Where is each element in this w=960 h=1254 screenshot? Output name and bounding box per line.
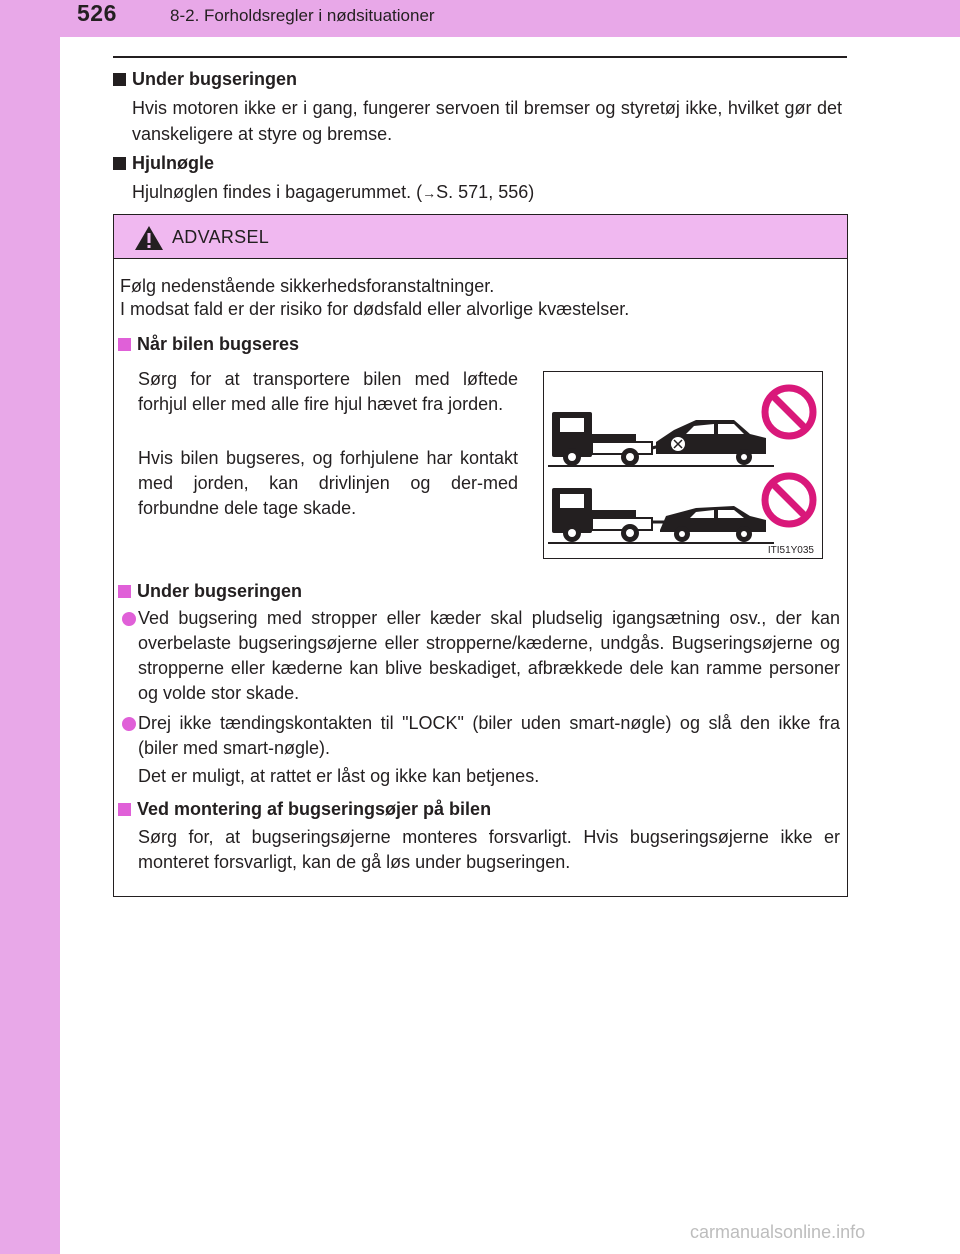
page-reference-link[interactable]: S. 571, 556) bbox=[436, 182, 535, 202]
warning-header bbox=[114, 215, 847, 259]
heading-square-icon bbox=[118, 803, 131, 816]
paragraph-under-bugseringen: Hvis motoren ikke er i gang, fungerer servoen til bremser og styretøj ikke, hvilket gør det vanskeligere at styre og bremse. bbox=[132, 98, 842, 144]
towing-prohibited-diagram bbox=[544, 372, 824, 560]
warning-triangle-icon bbox=[134, 225, 164, 251]
car-icon bbox=[656, 420, 766, 465]
page-number: 526 bbox=[77, 0, 117, 26]
watermark: carmanualsonline.info bbox=[690, 1222, 866, 1242]
warning-bullet-note: Det er muligt, at rattet er låst og ikke kan betjenes. bbox=[138, 766, 540, 786]
heading-square-icon bbox=[118, 585, 131, 598]
header-rule bbox=[113, 56, 847, 58]
warning-title: ADVARSEL bbox=[172, 227, 270, 247]
tow-truck-icon bbox=[552, 488, 668, 542]
paragraph-hjulnogle: Hjulnøglen findes i bagagerummet. (→S. 571, 556) bbox=[132, 182, 535, 202]
heading-hjulnogle: Hjulnøgle bbox=[113, 153, 214, 174]
warning-bullet-taending: Drej ikke tændingskontakten til "LOCK" (biler uden smart-nøgle) og slå den ikke fra (biler med smart-nøgle). bbox=[138, 713, 840, 758]
warning-intro-line-2: I modsat fald er der risiko for dødsfald eller alvorlige kvæstelser. bbox=[120, 299, 630, 319]
warning-intro bbox=[120, 275, 840, 321]
bullet-dot-icon bbox=[122, 717, 136, 731]
bullet-dot-icon bbox=[122, 612, 136, 626]
warning-para-transport: Sørg for at transportere bilen med løftede forhjul eller med alle fire hjul hævet fra jorden. bbox=[138, 369, 518, 414]
warning-para-drivlinje: Hvis bilen bugseres, og forhjulene har kontakt med jorden, kan drivlinjen og der-med forbundne dele tage skade. bbox=[138, 448, 518, 518]
heading-square-icon bbox=[113, 73, 126, 86]
warning-bullet-stropper: Ved bugsering med stropper eller kæder skal pludselig igangsætning osv., der kan overbelaste bugseringsøjerne eller stropperne/kæderne, undgås. Bugseringsøjerne og stropperne eller kæderne kan blive beskadiget, afbrækkede dele kan ramme personer og volde stor skade. bbox=[138, 608, 840, 703]
figure-code: ITI51Y035 bbox=[767, 545, 814, 556]
heading-under-bugseringen: Under bugseringen bbox=[113, 69, 297, 90]
chapter-title: 8-2. Forholdsregler i nødsituationer bbox=[170, 6, 435, 25]
warning-para-montering: Sørg for, at bugseringsøjerne monteres forsvarligt. Hvis bugseringsøjerne ikke er monteret forsvarligt, kan de gå løs under bugseringen. bbox=[138, 827, 840, 872]
page-sidebar bbox=[0, 0, 60, 1254]
warning-intro-line-1: Følg nedenstående sikkerhedsforanstaltninger. bbox=[120, 276, 495, 296]
warning-heading-under-bugseringen: Under bugseringen bbox=[118, 581, 302, 602]
car-icon bbox=[660, 506, 766, 542]
heading-square-icon bbox=[113, 157, 126, 170]
warning-heading-nar-bilen-bugseres: Når bilen bugseres bbox=[118, 334, 299, 355]
towing-illustration bbox=[543, 371, 823, 559]
page-reference-arrow-icon: → bbox=[422, 185, 437, 201]
warning-heading-montering: Ved montering af bugseringsøjer på bilen bbox=[118, 799, 491, 820]
prohibited-sign-icon bbox=[765, 388, 813, 436]
prohibited-sign-icon bbox=[765, 476, 813, 524]
header-band bbox=[0, 0, 960, 37]
heading-square-icon bbox=[118, 338, 131, 351]
tow-truck-icon bbox=[552, 412, 676, 466]
